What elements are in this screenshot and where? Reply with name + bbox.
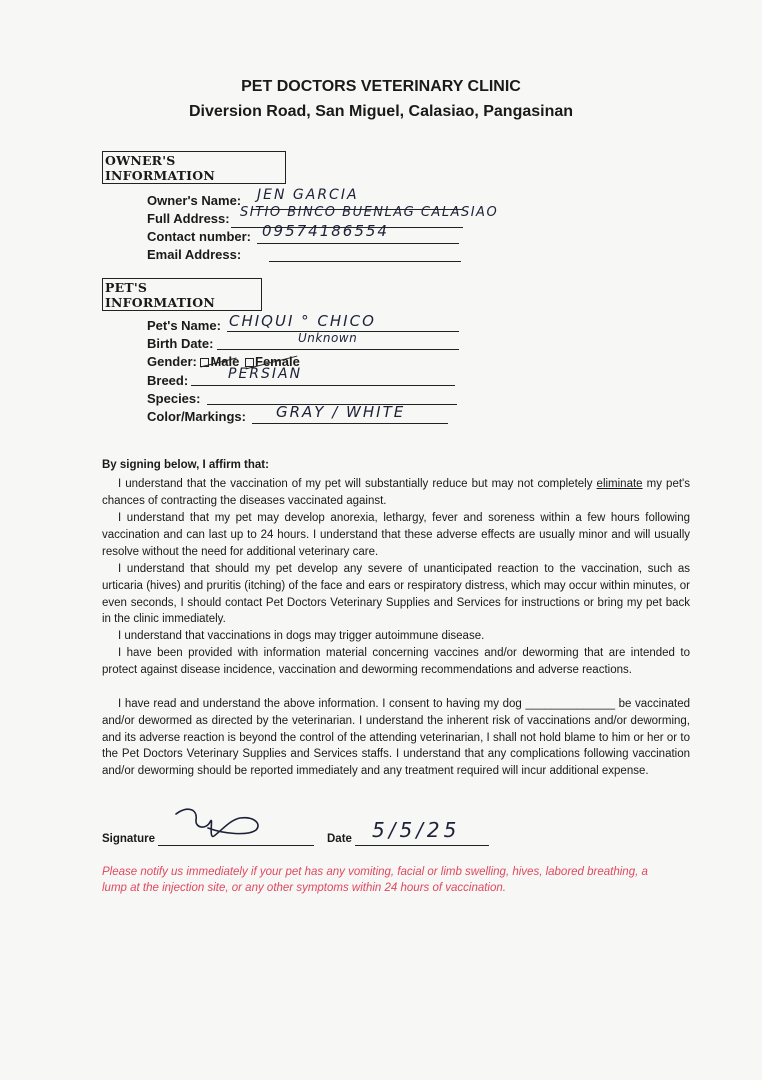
owner-address-label: Full Address:	[147, 211, 230, 226]
owner-address-value[interactable]: SITIO BINCO BUENLAG CALASIAO	[240, 205, 499, 220]
pet-birth-line	[217, 349, 459, 350]
pet-breed-line	[191, 385, 455, 386]
affirm-paragraph-4: I understand that vaccinations in dogs may trigger autoimmune disease.	[118, 630, 485, 642]
pet-name-value[interactable]: CHIQUI ° CHICO	[229, 312, 376, 330]
pet-breed-label: Breed:	[147, 373, 189, 388]
owner-email-label: Email Address:	[147, 247, 242, 262]
pet-color-label: Color/Markings:	[147, 409, 246, 424]
affirm-p1-text: I understand that the vaccination of my pet will substantially reduce but may not completely	[118, 478, 593, 490]
pet-birth-value[interactable]: Unknown	[298, 331, 358, 345]
gender-male-option: Male	[210, 354, 240, 369]
owner-name-label: Owner's Name:	[147, 193, 242, 208]
affirm-paragraph-1	[102, 476, 690, 510]
signature-scribble	[168, 800, 268, 846]
affirm-paragraph-5: I have been provided with information material concerning vaccines and/or deworming that are intended to protect against disease incidence, vaccination and deworming recommendations and adverse reactions.	[102, 647, 690, 676]
affirm-heading: By signing below, I affirm that:	[102, 459, 269, 471]
pet-color-line	[252, 423, 448, 424]
date-value[interactable]: 5/5/25	[372, 818, 461, 842]
owner-name-value[interactable]: JEN GARCIA	[257, 187, 359, 203]
owner-contact-label: Contact number:	[147, 229, 251, 244]
gender-female-option: Female	[255, 354, 300, 369]
vaccination-notice: Please notify us immediately if your pet has any vomiting, facial or limb swelling, hives, labored breathing, a lump at the injection site, or any other symptoms within 24 hours of vaccination.	[102, 866, 648, 894]
affirm-p1-underlined: eliminate	[596, 478, 643, 490]
owner-contact-line	[257, 243, 459, 244]
date-line	[355, 845, 489, 846]
clinic-address: Diversion Road, San Miguel, Calasiao, Pangasinan	[188, 103, 574, 120]
signature-label: Signature	[102, 833, 156, 845]
pet-gender-label: Gender:	[147, 354, 197, 369]
clinic-name: PET DOCTORS VETERINARY CLINIC	[241, 78, 521, 95]
affirm-paragraph-2: I understand that my pet may develop anorexia, lethargy, fever and soreness within a few hours following vaccination and can last up to 24 hours. I understand that these adverse effects are usually minor and will usually resolve without the need for additional veterinary care.	[102, 512, 690, 558]
pet-species-label: Species:	[147, 391, 201, 406]
date-label: Date	[327, 833, 352, 845]
affirm-paragraph-3: I understand that should my pet develop any severe of unanticipated reaction to the vaccination, such as urticaria (hives) and pruritis (itching) of the face and ears or respiratory distress, which may occur within minutes, or even seconds, I should contact Pet Doctors Veterinary Supplies and Services for instructions or bring my pet back in the clinic immediately.	[102, 563, 690, 626]
pet-breed-value[interactable]: PERSIAN	[228, 366, 303, 382]
owner-section-title: OWNER'S INFORMATION	[102, 151, 286, 184]
affirm-p6-text: I have read and understand the above information. I consent to having my dog	[118, 698, 522, 710]
pet-name-label: Pet's Name:	[147, 318, 221, 333]
owner-contact-value[interactable]: 09574186554	[262, 222, 389, 240]
pet-birth-label: Birth Date:	[147, 336, 214, 351]
owner-email-line[interactable]	[269, 261, 461, 262]
dog-name-blank[interactable]: ______________	[525, 698, 615, 710]
pet-color-value[interactable]: GRAY / WHITE	[276, 403, 406, 421]
affirm-paragraph-6	[102, 696, 690, 780]
pet-section-title: PET'S INFORMATION	[102, 278, 262, 311]
affirm-p6-text-end: be vaccinated and/or dewormed as directed by the veterinarian. I understand the inherent risk of vaccinations and/or deworming, and its adverse reaction is beyond the control of the attending veterinarian, I shall not hold blame to him or her or to the Pet Doctors Veterinary Supplies and Services staffs. I understand that any complications following vaccination and/or deworming should be reported immediately and any treatment required will incur additional expense.	[102, 698, 690, 778]
affirm-p1-text-end: my pet's chances of contracting the diseases vaccinated against.	[102, 478, 690, 507]
